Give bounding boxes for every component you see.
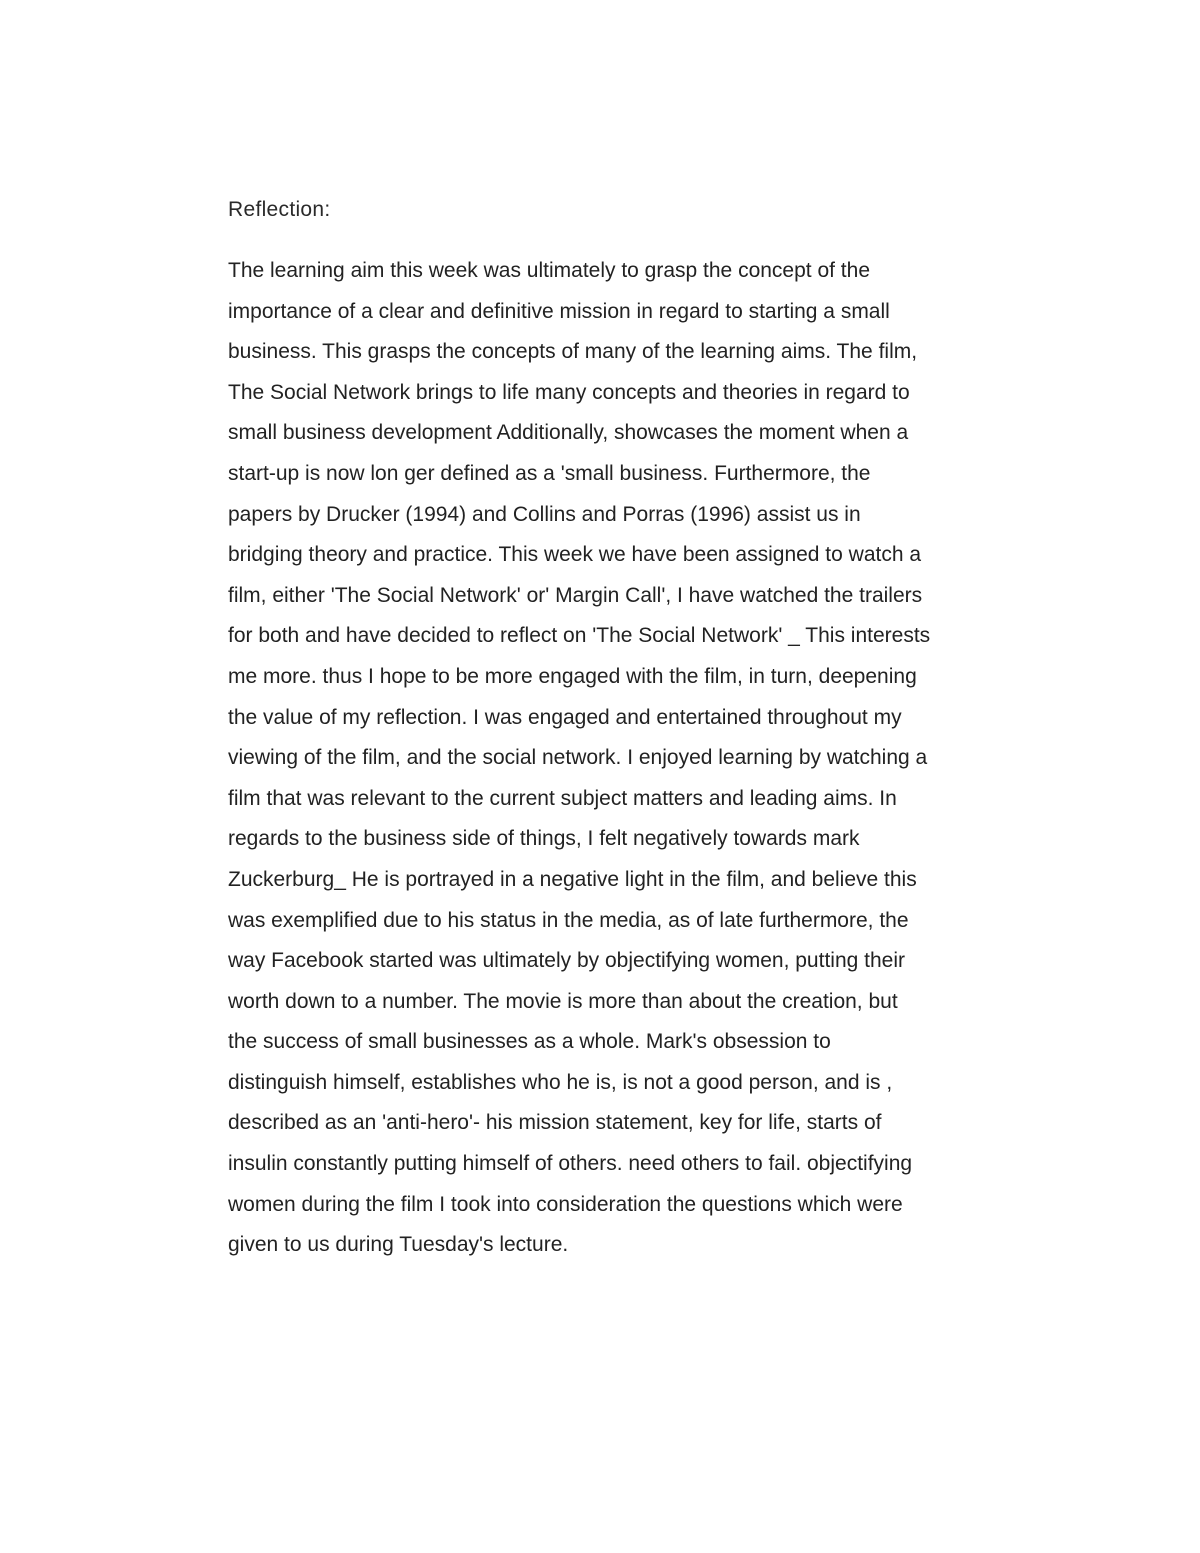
text-line: regards to the business side of things, I felt negatively towards mark <box>228 827 860 851</box>
text-line: film, either 'The Social Network' or' Margin Call', I have watched the trailers <box>228 583 923 607</box>
text-line: the value of my reflection. I was engaged and entertained throughout my <box>228 705 902 729</box>
text-line: for both and have decided to reflect on 'The Social Network' _ This interests <box>228 624 931 648</box>
text-line: start-up is now lon ger defined as a 'small business. Furthermore, the <box>228 461 871 485</box>
text-line: film that was relevant to the current subject matters and leading aims. In <box>228 786 897 810</box>
text-line: viewing of the film, and the social network. I enjoyed learning by watching a <box>228 746 928 770</box>
text-line: described as an 'anti-hero'- his mission statement, key for life, starts of <box>228 1111 882 1135</box>
text-line: papers by Drucker (1994) and Collins and Porras (1996) assist us in <box>228 502 861 526</box>
text-line: business. This grasps the concepts of many of the learning aims. The film, <box>228 340 918 364</box>
text-line: was exemplified due to his status in the media, as of late furthermore, the <box>228 908 909 932</box>
text-line: distinguish himself, establishes who he is, is not a good person, and is , <box>228 1070 893 1094</box>
text-line: the success of small businesses as a whole. Mark's obsession to <box>228 1030 831 1054</box>
text-line: The Social Network brings to life many concepts and theories in regard to <box>228 380 910 404</box>
text-line: way Facebook started was ultimately by objectifying women, putting their <box>228 949 905 973</box>
text-line: The learning aim this week was ultimately to grasp the concept of the <box>228 259 870 282</box>
text-line: worth down to a number. The movie is more than about the creation, but <box>228 989 898 1013</box>
reflection-body <box>228 256 1028 1271</box>
text-line: me more. thus I hope to be more engaged with the film, in turn, deepening <box>228 664 917 688</box>
text-line: small business development Additionally, showcases the moment when a <box>228 421 909 445</box>
text-line: Zuckerburg_ He is portrayed in a negative light in the film, and believe this <box>228 867 917 891</box>
text-line: given to us during Tuesday's lecture. <box>228 1233 569 1257</box>
text-line: bridging theory and practice. This week we have been assigned to watch a <box>228 543 922 567</box>
page-title: Reflection: <box>228 198 331 221</box>
text-line: importance of a clear and definitive mission in regard to starting a small <box>228 299 890 323</box>
text-line: insulin constantly putting himself of others. need others to fail. objectifying <box>228 1152 913 1176</box>
text-line: women during the film I took into consideration the questions which were <box>228 1192 903 1216</box>
